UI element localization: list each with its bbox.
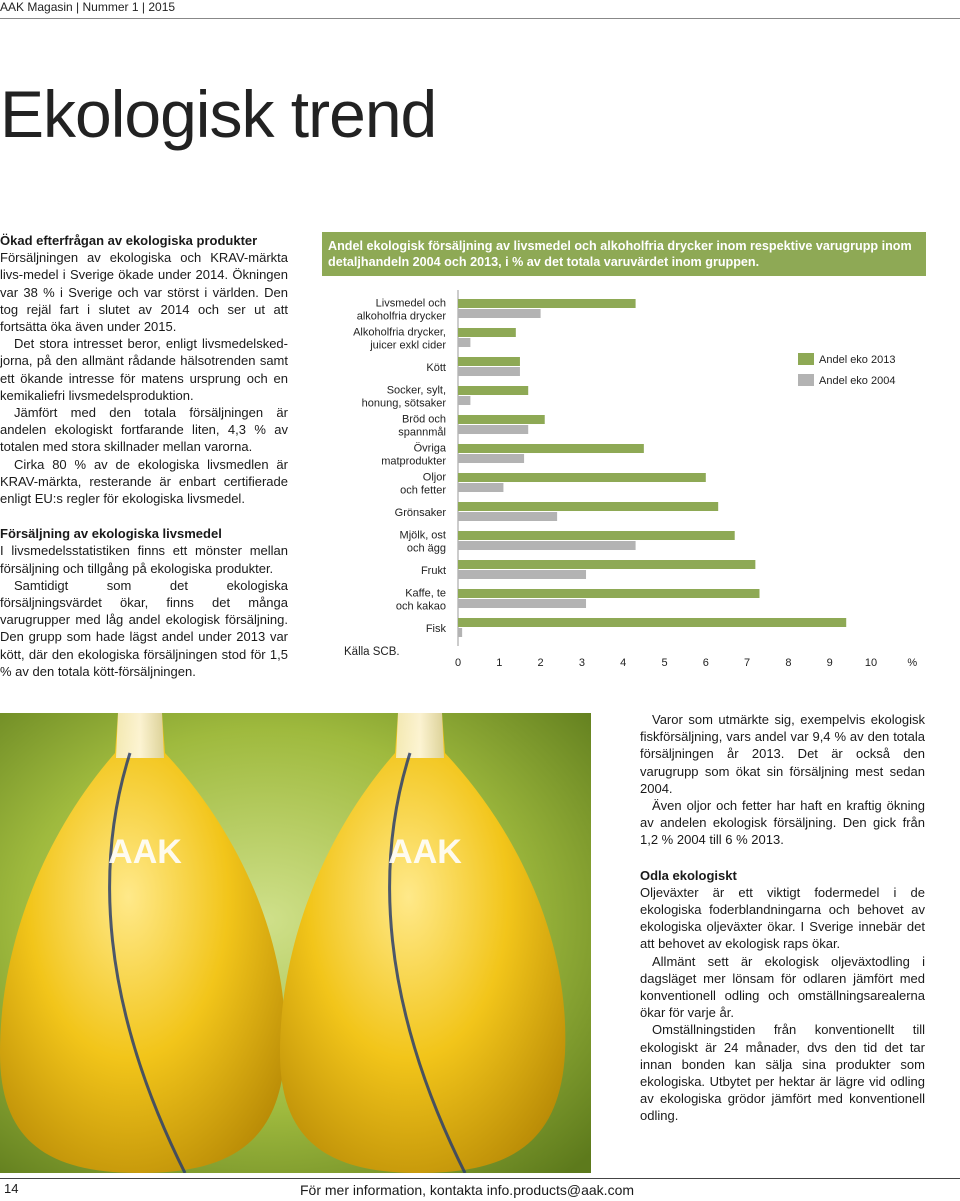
footer-divider (0, 1178, 960, 1179)
legend-swatch (798, 353, 814, 365)
paragraph: Försäljningen av ekologiska och KRAV-märkta livs-medel i Sverige ökade under 2014. Ökningen var 38 % i Sverige och var störst i världen. Den tog rejäl fart i slutet av 2014 och ser ut att fortsätta öka även under 2015. (0, 250, 288, 335)
category-label: Alkoholfria drycker, juicer exkl cider (353, 326, 446, 352)
bar-2004 (458, 309, 541, 318)
bar-2013 (458, 589, 759, 598)
section-heading-sales: Försäljning av ekologiska livsmedel (0, 526, 222, 542)
category-label: Mjölk, ost och ägg (399, 529, 446, 555)
bar-2004 (458, 628, 462, 637)
bar-2013 (458, 502, 718, 511)
paragraph: Även oljor och fetter har haft en kraftig ökning av andelen ekologisk försäljning. Den gick från 1,2 % 2004 till 6 % 2013. (640, 798, 925, 848)
oil-bottles-photo (0, 713, 591, 1173)
bar-2013 (458, 357, 520, 366)
x-tick-label: 8 (785, 657, 792, 669)
category-label: Övriga matprodukter (381, 442, 446, 468)
category-label: Fisk (425, 623, 446, 635)
category-label: Bröd och spannmål (398, 413, 446, 439)
bar-2013 (458, 444, 644, 453)
x-tick-label: 7 (744, 657, 751, 669)
aak-logo-right: AAK (388, 833, 462, 871)
page-number: 14 (4, 1181, 19, 1196)
bar-2013 (458, 473, 706, 482)
header-separator: | (141, 0, 145, 14)
magazine-header (0, 0, 175, 14)
category-label: Kaffe, te och kakao (395, 587, 446, 613)
category-label: Socker, sylt, honung, sötsaker (361, 384, 446, 410)
paragraph: Oljeväxter är ett viktigt fodermedel i de ekologiska foderblandningarna och behovet av ekologiska oljeväxter ökar. I Sverige innebär det att behovet av ekologisk raps ökar. (640, 884, 925, 952)
right-column (640, 711, 925, 1125)
x-tick-label: 6 (702, 657, 709, 669)
category-label: Grönsaker (394, 507, 446, 519)
left-column (0, 232, 288, 680)
header-divider (0, 18, 960, 19)
category-label: Kött (426, 362, 446, 374)
legend-label: Andel eko 2004 (819, 375, 896, 387)
header-separator: | (76, 0, 80, 14)
bar-2013 (458, 328, 516, 337)
bar-2004 (458, 512, 557, 521)
x-tick-label: 9 (826, 657, 833, 669)
bar-2004 (458, 338, 470, 347)
section-heading-grow: Odla ekologiskt (640, 867, 737, 883)
bar-chart (330, 290, 930, 680)
bar-2004 (458, 367, 520, 376)
magazine-name: AAK Magasin (0, 0, 73, 14)
bar-2013 (458, 618, 846, 627)
aak-logo-left: AAK (108, 833, 182, 871)
issue-year: 2015 (148, 0, 176, 14)
bar-2004 (458, 483, 503, 492)
x-tick-label: 10 (864, 657, 878, 669)
x-tick-label: 0 (454, 657, 462, 669)
bar-2004 (458, 454, 524, 463)
paragraph: Omställningstiden från konventionellt till ekologiskt är 24 månader, dvs den tid det tar innan bonden kan sälja sina produkter som ekologiska. Utbytet per hektar är lägre vid odling av ekologiska grödor jämfört med konventionell odling. (640, 1022, 925, 1124)
category-label: Oljor och fetter (400, 471, 446, 497)
issue-label: Nummer 1 (82, 0, 139, 14)
section-heading-demand: Ökad efterfrågan av ekologiska produkter (0, 233, 258, 248)
legend-swatch (798, 374, 814, 386)
category-label: Livsmedel och alkoholfria drycker (356, 297, 446, 323)
paragraph: Varor som utmärkte sig, exempelvis ekologisk fiskförsäljning, vars andel var 9,4 % av den totala försäljningen år 2013. Det är också den varugrupp som ökat sin försäljning mest sedan 2004. (640, 712, 925, 796)
bar-2004 (458, 570, 586, 579)
bar-2013 (458, 415, 545, 424)
paragraph: Jämfört med den totala försäljningen är andelen ekologiskt fortfarande liten, 4,3 % av totalen med stora skillnader mellan varorna. (0, 405, 288, 455)
x-tick-label: 1 (496, 657, 503, 669)
bar-2004 (458, 541, 636, 550)
paragraph: I livsmedelsstatistiken finns ett mönster mellan försäljning och tillgång på ekologiska produkter. (0, 543, 288, 576)
paragraph: Samtidigt som det ekologiska försäljningsvärdet ökar, finns det många varugrupper med låg andel ekologisk försäljning. Den grupp som hade lägst andel under 2013 var kött, där den ekologiska försäljningen stod för 1,5 % av den totala kött-försäljningen. (0, 577, 288, 679)
bar-2004 (458, 425, 528, 434)
bar-2013 (458, 531, 735, 540)
photo-illustration (0, 713, 591, 1173)
bar-2013 (458, 386, 528, 395)
paragraph: Cirka 80 % av de ekologiska livsmedlen är KRAV-märkta, resterande är enbart certifierade enligt EU:s regler för ekologiska livsmedel. (0, 456, 288, 507)
chart-source: Källa SCB. (344, 646, 400, 658)
x-tick-label: 4 (620, 657, 627, 669)
paragraph: Allmänt sett är ekologisk oljeväxtodling i dagsläget mer lönsam för odlaren jämfört med konventionell odling och omställningsarealerna ökar för varje år. (640, 953, 925, 1021)
page-title: Ekologisk trend (0, 77, 437, 151)
legend-label: Andel eko 2013 (819, 354, 896, 366)
contact-info: För mer information, kontakta info.products@aak.com (300, 1182, 635, 1198)
x-unit-label: % (907, 657, 918, 669)
x-tick-label: 3 (578, 657, 585, 669)
category-label: Frukt (420, 565, 446, 577)
bar-2013 (458, 560, 755, 569)
chart-title-box: Andel ekologisk försäljning av livsmedel och alkoholfria drycker inom respektive varugrupp inom detaljhandeln 2004 och 2013, i % av det totala varuvärdet inom gruppen. (322, 232, 926, 276)
paragraph: Det stora intresset beror, enligt livsmedelsked-jorna, på den allmänt rådande hälsotrenden samt ett ökande intresse för matens ursprung och en kemikaliefri livsmedelsproduktion. (0, 336, 288, 403)
x-tick-label: 2 (537, 657, 544, 669)
bar-2004 (458, 599, 586, 608)
bar-2013 (458, 299, 636, 308)
bar-2004 (458, 396, 470, 405)
x-tick-label: 5 (661, 657, 668, 669)
